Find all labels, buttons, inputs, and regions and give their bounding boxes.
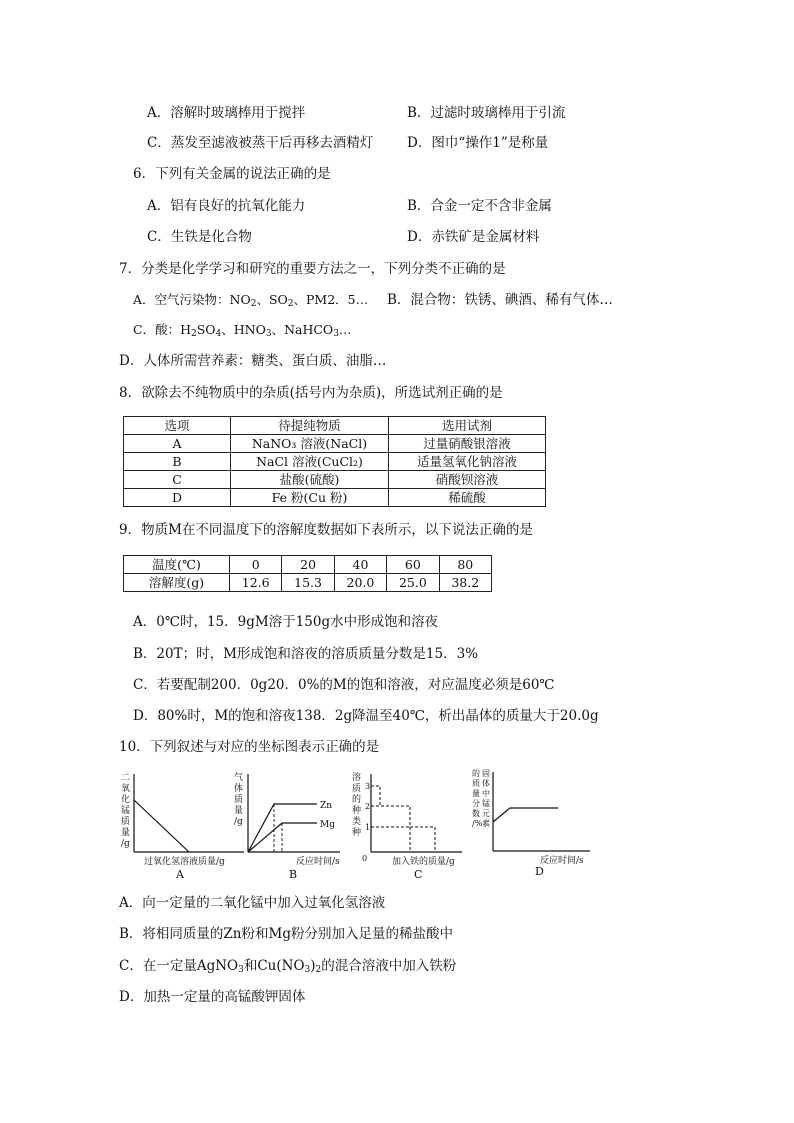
q5-option-a: A．溶解时玻璃棒用于搅拌 [147,105,306,121]
table-cell: 稀硫酸 [389,489,546,507]
svg-text:/%: /% [472,819,483,828]
svg-text:体: 体 [482,779,490,788]
graph-a-letter: A [176,868,184,880]
graph-a-ylabel [121,773,130,849]
graph-b-letter: B [289,868,298,880]
graph-a [119,770,249,880]
graph-b-ylabel [234,771,243,827]
table-cell: 20.0 [334,574,386,592]
table-cell: C [124,471,231,489]
q6-option-d: D．赤铁矿是金属材料 [407,229,540,245]
graph-b-mg-line [248,823,317,852]
q9-solubility-table [123,555,492,592]
table-cell: 40 [334,556,386,574]
q8-table [123,416,546,507]
q6-option-a: A．铝有良好的抗氧化能力 [147,198,306,214]
svg-text:元: 元 [482,809,490,818]
svg-text:氧: 氧 [121,784,131,794]
table-cell: 25.0 [387,574,439,592]
svg-text:二: 二 [121,773,131,783]
table-header-cell: 待提纯物质 [231,417,389,435]
table-cell: 80 [439,556,491,574]
table-header-cell: 选项 [124,417,231,435]
graph-c [350,770,475,880]
table-header-cell: 温度(℃) [124,556,230,574]
svg-text:锰: 锰 [121,806,131,816]
svg-text:体: 体 [234,784,244,794]
graph-a-line [134,800,189,852]
q7-option-a: A．空气污染物：$NO_2$、$SO_2$、PM2．5… [133,292,369,309]
q9-stem: 9．物质M在不同温度下的溶解度数据如下表所示，以下说法正确的是 [119,522,533,538]
svg-text:化: 化 [121,795,131,805]
table-header-cell: 选用试剂 [389,417,546,435]
graph-b-mg-label: Mg [320,820,335,830]
svg-text:数: 数 [472,809,480,818]
table-row [124,574,492,592]
svg-text:素: 素 [482,819,490,828]
svg-text:量: 量 [121,828,131,838]
graph-d-xlabel: 反应时间/s [540,856,584,866]
table-header-cell: 溶解度(g) [124,574,230,592]
svg-text:溶: 溶 [352,773,362,783]
q10-option-b: B．将相同质量的Zn粉和Mg粉分别加入足量的稀盐酸中 [119,926,453,942]
table-cell: 12.6 [230,574,282,592]
svg-text:种: 种 [352,806,362,816]
q6-option-b: B．合金一定不含非金属 [407,198,552,214]
graph-c-origin: 0 [362,854,368,863]
svg-text:/g: /g [234,817,243,827]
table-cell: 适量氢氧化钠溶液 [389,453,546,471]
svg-text:量: 量 [472,789,480,798]
graph-c-ylabel [352,771,361,838]
table-row [124,435,546,453]
table-cell: 盐酸(硫酸) [231,471,389,489]
q9-option-a: A．0℃时，15．9gM溶于150g水中形成饱和溶夜 [133,614,439,630]
svg-text:种: 种 [352,828,362,838]
table-cell: 0 [230,556,282,574]
graph-a-xlabel: 过氧化氢溶液质量/g [144,857,225,867]
svg-text:固: 固 [482,769,490,778]
q5-option-b: B．过滤时玻璃棒用于引流 [407,105,566,121]
table-cell: 20 [282,556,334,574]
graph-b-zn-line [248,804,317,852]
table-header-row [124,417,546,435]
svg-text:/g: /g [121,839,130,849]
svg-text:质: 质 [234,795,244,805]
svg-text:量: 量 [234,806,244,816]
graph-b [232,770,352,880]
svg-text:质: 质 [121,817,131,827]
graph-d [470,766,600,878]
table-cell: D [124,489,231,507]
q6-stem: 6．下列有关金属的说法正确的是 [133,166,331,182]
table-cell: NaNO₃ 溶液(NaCl) [231,435,389,453]
graph-b-zn-label: Zn [320,801,333,811]
graph-d-line [493,808,558,822]
graph-c-step-line [371,786,435,852]
q5-option-d: D．图巾“操作1”是称量 [407,135,549,151]
svg-text:质: 质 [472,779,480,788]
q5-option-c: C．蒸发至滤液被蒸干后再移去酒精灯 [147,135,374,151]
table-row [124,471,546,489]
svg-text:分: 分 [472,799,480,808]
table-row [124,489,546,507]
table-cell: 15.3 [282,574,334,592]
svg-text:类: 类 [352,817,362,827]
table-cell: 60 [387,556,439,574]
table-cell: Fe 粉(Cu 粉) [231,489,389,507]
table-cell: B [124,453,231,471]
q10-option-c: C．在一定量AgNO$_3$和$Cu(NO_3)_2$的混合溶液中加入铁粉 [119,958,457,975]
svg-text:锰: 锰 [482,799,490,808]
q7-option-b: B．混合物：铁锈、碘酒、稀有气体… [387,292,613,308]
svg-text:气: 气 [234,773,244,783]
q10-option-a: A．向一定量的二氧化锰中加入过氧化氢溶液 [119,895,386,911]
q10-option-d: D．加热一定量的高锰酸钾固体 [119,989,306,1005]
q8-stem: 8．欲除去不纯物质中的杂质(括号内为杂质)，所选试剂正确的是 [119,385,503,401]
graph-b-xlabel: 反应时间/s [296,857,340,867]
svg-text:的: 的 [352,795,362,805]
svg-text:质: 质 [352,784,362,794]
q7-option-d: D．人体所需营养素：糖类、蛋白质、油脂… [119,353,387,369]
graph-d-ylabel [472,768,490,828]
graph-d-letter: D [535,865,544,878]
q7-stem: 7．分类是化学学习和研究的重要方法之一，下列分类不正确的是 [119,261,506,277]
svg-text:中: 中 [482,789,490,798]
table-cell: NaCl 溶液(CuCl₂) [231,453,389,471]
table-row [124,453,546,471]
q10-stem: 10．下列叙述与对应的坐标图表示正确的是 [119,739,380,755]
q6-option-c: C．生铁是化合物 [147,229,252,245]
q7-option-c: C．酸：$H_2SO_4$、$HNO_3$、NaHCO$_3$… [133,322,352,339]
q9-option-d: D．80%时，M的饱和溶夜138．2g降温至40℃，析出晶体的质量大于20.0g [133,708,599,724]
graph-c-tick-2: 2 [365,802,371,811]
table-cell: 硝酸钡溶液 [389,471,546,489]
table-row [124,556,492,574]
svg-text:的: 的 [472,769,480,778]
graph-c-letter: C [414,868,423,880]
graph-c-tick-1: 1 [365,823,371,832]
table-cell: A [124,435,231,453]
table-cell: 38.2 [439,574,491,592]
table-cell: 过量硝酸银溶液 [389,435,546,453]
q9-option-c: C．若要配制200．0g20．0%的M的饱和溶液，对应温度必须是60℃ [133,677,555,693]
graph-c-xlabel: 加入铁的质量/g [392,857,455,867]
q9-option-b: B．20T；时，M形成饱和溶夜的溶质质量分数是15．3% [133,646,479,662]
graph-c-tick-3: 3 [365,782,371,791]
